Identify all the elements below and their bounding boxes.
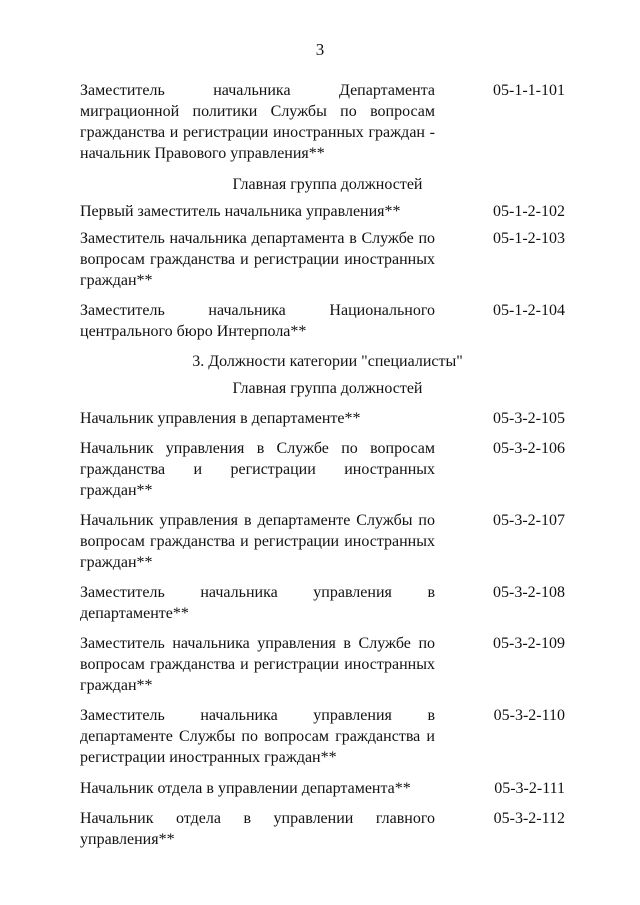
position-title: Заместитель начальника управления в департаменте**: [80, 584, 435, 622]
position-code: 05-1-2-102: [493, 203, 565, 220]
position-title: Заместитель начальника управления в департаменте Службы по вопросам гражданства и регистрации иностранных граждан**: [80, 707, 435, 766]
position-title: Заместитель начальника департамента в Службе по вопросам гражданства и регистрации иностранных граждан**: [80, 230, 435, 289]
position-entry: [80, 778, 565, 799]
position-entry: [80, 300, 565, 342]
section-subheading: Главная группа должностей: [232, 380, 423, 397]
position-entry: [80, 633, 565, 696]
position-entry: [80, 201, 565, 222]
position-code: 05-1-2-104: [493, 302, 565, 319]
position-entry: [80, 438, 565, 501]
section-subheading: Главная группа должностей: [232, 176, 423, 193]
position-code: 05-3-2-107: [493, 512, 565, 529]
position-code: 05-3-2-106: [493, 440, 565, 457]
position-code: 05-3-2-109: [493, 635, 565, 652]
section-heading: 3. Должности категории "специалисты": [192, 353, 463, 370]
position-entry: [80, 408, 565, 429]
page-number: 3: [315, 40, 325, 59]
position-title: Начальник отдела в управлении департамента**: [80, 780, 411, 797]
position-title: Первый заместитель начальника управления**: [80, 203, 401, 220]
position-entry: [80, 808, 565, 850]
position-title: Заместитель начальника управления в Службе по вопросам гражданства и регистрации иностранных граждан**: [80, 635, 435, 694]
position-title: Заместитель начальника Национального центрального бюро Интерпола**: [80, 302, 435, 340]
position-code: 05-3-2-112: [493, 810, 565, 827]
position-title: Заместитель начальника Департамента миграционной политики Службы по вопросам гражданства и регистрации иностранных граждан - начальник Правового управления**: [80, 82, 435, 162]
position-entry: [80, 80, 565, 164]
position-title: Начальник управления в департаменте Службы по вопросам гражданства и регистрации иностранных граждан**: [80, 512, 435, 571]
position-entry: [80, 510, 565, 573]
position-entry: [80, 228, 565, 291]
position-code: 05-3-2-108: [493, 584, 565, 601]
position-title: Начальник отдела в управлении главного управления**: [80, 810, 435, 848]
position-code: 05-1-2-103: [493, 230, 565, 247]
position-title: Начальник управления в Службе по вопросам гражданства и регистрации иностранных граждан**: [80, 440, 435, 499]
position-code: 05-3-2-105: [493, 410, 565, 427]
position-entry: [80, 705, 565, 768]
position-title: Начальник управления в департаменте**: [80, 410, 361, 427]
position-code: 05-3-2-111: [494, 780, 565, 797]
position-entry: [80, 582, 565, 624]
position-code: 05-3-2-110: [493, 707, 565, 724]
position-code: 05-1-1-101: [493, 82, 565, 99]
positions-list: [80, 80, 565, 850]
